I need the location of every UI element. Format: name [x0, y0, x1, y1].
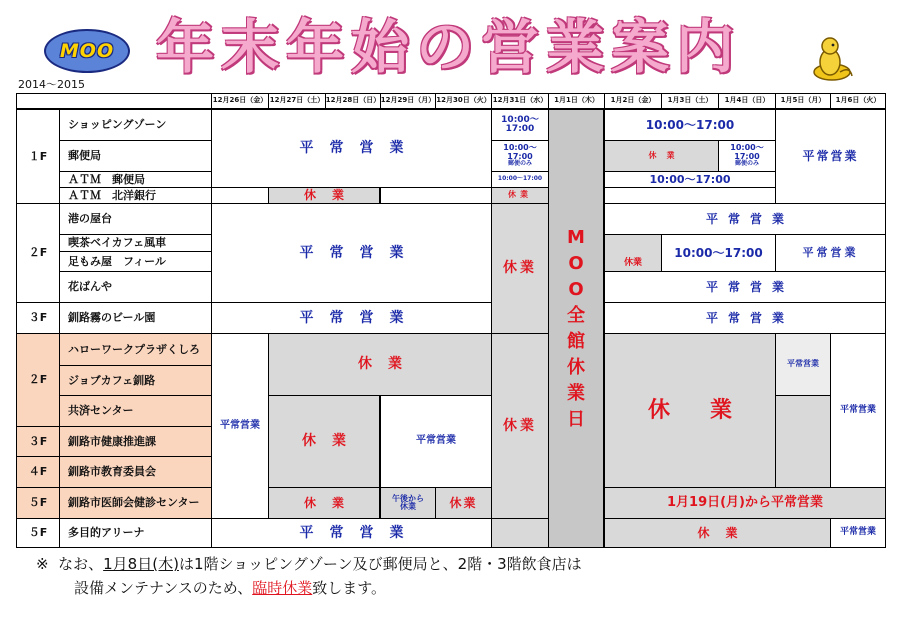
note-text: は1階ショッピングゾーン及び郵便局と、2階・3階飲食店は [178, 555, 582, 573]
date-header: 1月3日（土） [661, 93, 719, 109]
page-title: 年末年始の営業案内 [156, 13, 742, 81]
status-kyugyo: 休業 [604, 234, 662, 272]
hours-text: 10:00～ 17:00 [503, 143, 537, 161]
header-corner [16, 93, 212, 109]
note-text: なお、 [58, 555, 104, 573]
floor-label: ５F [16, 487, 60, 519]
status-heijo: 平常営業 [604, 271, 886, 303]
date-header: 12月30日（火） [435, 93, 492, 109]
row-label-kyosai: 共済センター [59, 395, 212, 427]
floor-label: １F [16, 109, 60, 204]
floor-label: ２F [16, 333, 60, 427]
status-hours: 10:00～17:00 [661, 234, 776, 272]
note-mark: ※ [36, 555, 49, 573]
status-hours-post [718, 140, 776, 172]
hours-text: 10:00～ 17:00 [730, 143, 764, 161]
status-hours: 10:00～ 17:00 [491, 109, 549, 141]
status-kyugyo: 休業 [268, 487, 380, 519]
all-closed-char: 館 [567, 330, 585, 352]
note-temp-closed: 臨時休業 [252, 579, 313, 597]
row-label-ishikai: 釧路市医師会健診センター [59, 487, 212, 519]
row-label-ashiyu: 足もみ屋 フィール [59, 251, 212, 272]
floor-label: ３F [16, 302, 60, 334]
post-only-text: 郵便のみ [734, 160, 759, 168]
date-header: 1月4日（日） [718, 93, 776, 109]
floor-label: ５F [16, 518, 60, 548]
all-closed-char: O [568, 252, 584, 274]
all-closed-char: 休 [567, 356, 585, 378]
all-closed-char: 日 [567, 408, 585, 430]
status-kyugyo: 休業 [604, 333, 776, 488]
status-heijo: 平常営業 [211, 109, 492, 188]
floor-label: ２F [16, 203, 60, 303]
post-only-text: 郵便のみ [507, 160, 532, 168]
status-heijo: 平常営業 [211, 518, 492, 548]
date-header: 1月1日（木） [548, 93, 605, 109]
date-header: 12月26日（金） [211, 93, 269, 109]
date-header: 12月27日（土） [268, 93, 326, 109]
status-heijo: 平常営業 [380, 395, 492, 488]
status-empty [775, 395, 831, 488]
note-text: 設備メンテナンスのため、 [74, 579, 253, 597]
row-label-post: 郵便局 [59, 140, 212, 172]
status-kyugyo: 休業 [268, 187, 380, 204]
row-label-hanabanya: 花ばんや [59, 271, 212, 303]
date-header: 12月28日（日） [325, 93, 381, 109]
status-heijo: 平常営業 [830, 518, 886, 548]
status-heijo: 平常営業 [211, 203, 492, 303]
status-kyugyo: 休業 [491, 333, 549, 519]
row-label-cafe: 喫茶ベイカフェ風車 [59, 234, 212, 252]
row-label-arena: 多目的アリーナ [59, 518, 212, 548]
row-label-kyoiku: 釧路市教育委員会 [59, 456, 212, 488]
status-heijo: 平常営業 [604, 302, 886, 334]
all-closed-char: M [567, 226, 585, 248]
status-heijo: 平常営業 [830, 333, 886, 488]
date-header: 1月5日（月） [775, 93, 831, 109]
date-header: 1月6日（火） [830, 93, 886, 109]
all-closed-char: 全 [567, 304, 585, 326]
status-kyugyo: 休業 [268, 333, 492, 396]
all-closed-char: O [568, 278, 584, 300]
date-header: 12月29日（月） [380, 93, 436, 109]
note-date: 1月8日(木) [103, 555, 179, 573]
floor-label: ３F [16, 426, 60, 457]
year-range: 2014～2015 [18, 78, 85, 91]
status-kyugyo: 休業 [491, 187, 549, 204]
status-kyugyo: 休業 [268, 395, 380, 488]
row-label-atm-hokuyo: ＡＴＭ 北洋銀行 [59, 187, 212, 204]
note-text: 致します。 [312, 579, 387, 597]
status-empty [491, 518, 549, 548]
row-label-yatai: 港の屋台 [59, 203, 212, 235]
status-heijo: 平常営業 [775, 234, 886, 272]
date-header: 1月2日（金） [604, 93, 662, 109]
row-label-hellowork: ハローワークプラザくしろ [59, 333, 212, 366]
footnote-line-2 [36, 576, 756, 600]
status-hours: 10:00～17:00 [604, 109, 776, 141]
status-hours-post [491, 140, 549, 172]
row-label-beer: 釧路霧のビール園 [59, 302, 212, 334]
status-resume: 1月19日(月)から平常営業 [604, 487, 886, 519]
floor-label: ４F [16, 456, 60, 488]
row-label-shopping: ショッピングゾーン [59, 109, 212, 141]
date-header: 12月31日（水） [491, 93, 549, 109]
status-empty [380, 187, 492, 204]
status-kyugyo: 休業 [604, 140, 719, 172]
status-hours: 10:00～17:00 [604, 171, 776, 188]
status-empty [211, 187, 269, 204]
status-kyugyo: 休業 [604, 518, 831, 548]
footnote [36, 552, 756, 600]
turtle-mascot-icon [812, 36, 854, 82]
row-label-kenko: 釧路市健康推進課 [59, 426, 212, 457]
row-label-jobcafe: ジョブカフェ釧路 [59, 365, 212, 396]
status-heijo: 平常営業 [211, 302, 492, 334]
all-closed-column [548, 109, 604, 548]
footnote-line-1 [36, 552, 756, 576]
all-closed-char: 業 [567, 382, 585, 404]
status-kyugyo: 休業 [491, 203, 549, 334]
status-hours: 10:00～17:00 [491, 171, 549, 188]
status-heijo: 平常営業 [604, 203, 886, 235]
moo-logo: MOO [44, 29, 130, 73]
row-label-atm-post: ＡＴＭ 郵便局 [59, 171, 212, 188]
status-heijo: 平常営業 [775, 333, 831, 396]
status-heijo: 平常営業 [775, 109, 886, 204]
status-gogo-kyugyo: 午後から 休業 [380, 487, 436, 519]
status-kyugyo: 休業 [435, 487, 492, 519]
status-heijo: 平常営業 [211, 333, 269, 519]
status-empty [604, 187, 776, 204]
